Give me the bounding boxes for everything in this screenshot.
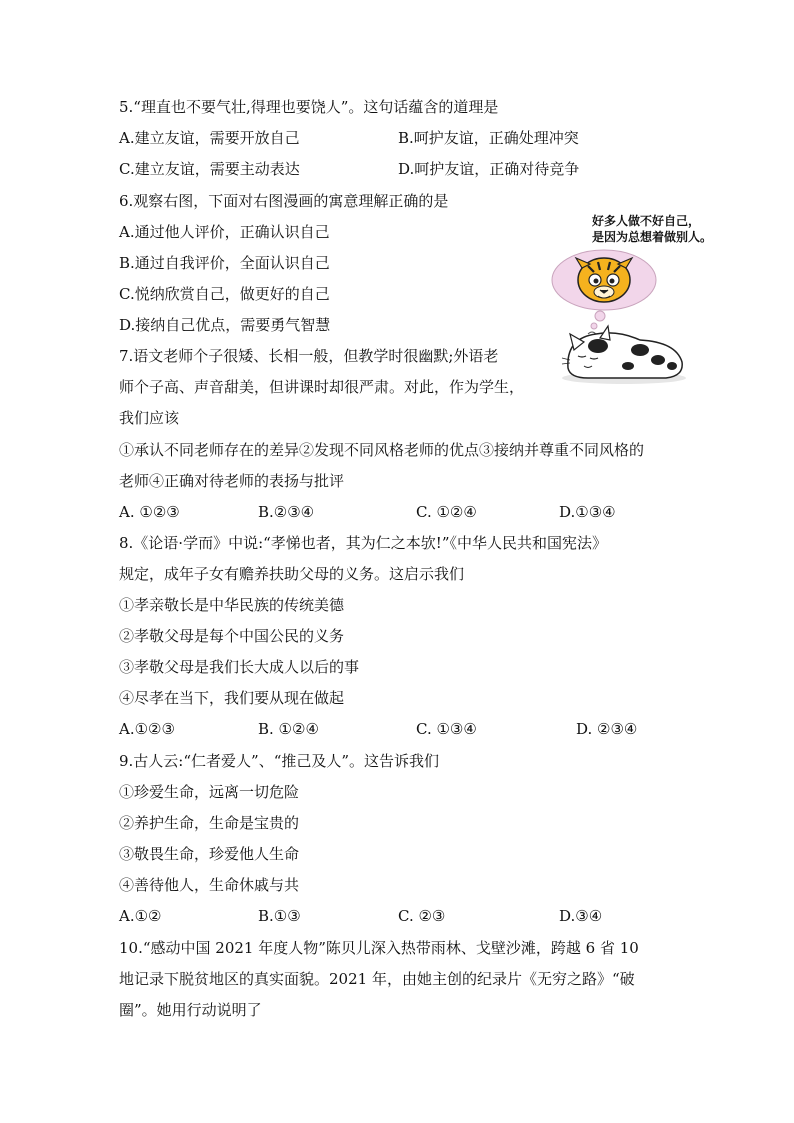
q8-option-b: B. ①②④ <box>258 720 319 738</box>
q9-item-1: ①珍爱生命，远离一切危险 <box>119 783 300 801</box>
q8-item-2: ②孝敬父母是每个中国公民的义务 <box>119 627 345 645</box>
q8-option-c: C. ①③④ <box>416 720 477 738</box>
q9-item-4: ④善待他人，生命休戚与共 <box>119 876 300 894</box>
q6-option-a: A.通过他人评价，正确认识自己 <box>119 223 330 241</box>
q9-option-d: D.③④ <box>559 907 603 925</box>
q10-stem-line-1: 10.“感动中国 2021 年度人物”陈贝儿深入热带雨林、戈壁沙滩，跨越 6 省 10 <box>119 939 639 957</box>
q6-option-d: D.接纳自己优点，需要勇气智慧 <box>119 316 331 334</box>
q9-option-c: C. ②③ <box>398 907 446 925</box>
cartoon-cat-dreaming-tiger-icon <box>548 210 698 388</box>
q7-items-line-1: ①承认不同老师存在的差异②发现不同风格老师的优点③接纳并尊重不同风格的 <box>119 441 645 459</box>
q7-option-d: D.①③④ <box>559 503 616 521</box>
q8-option-d: D. ②③④ <box>576 720 638 738</box>
q7-option-a: A. ①②③ <box>119 503 180 521</box>
q8-item-4: ④尽孝在当下，我们要从现在做起 <box>119 689 345 707</box>
q6-stem: 6.观察右图，下面对右图漫画的寓意理解正确的是 <box>119 192 449 210</box>
q8-stem-line-2: 规定，成年子女有赡养扶助父母的义务。这启示我们 <box>119 565 465 583</box>
q9-option-b: B.①③ <box>258 907 301 925</box>
sleeping-cat <box>562 326 686 384</box>
q5-option-a: A.建立友谊，需要开放自己 <box>119 129 300 147</box>
q7-stem-line-2: 师个子高、声音甜美，但讲课时却很严肃。对此，作为学生， <box>119 378 525 396</box>
q9-stem: 9.古人云:“仁者爱人”、“推己及人”。这告诉我们 <box>119 752 440 770</box>
q5-option-c: C.建立友谊，需要主动表达 <box>119 160 300 178</box>
tiger-head <box>576 258 632 302</box>
q9-item-3: ③敬畏生命，珍爱他人生命 <box>119 845 300 863</box>
q7-option-b: B.②③④ <box>258 503 315 521</box>
q6-option-b: B.通过自我评价，全面认识自己 <box>119 254 330 272</box>
q8-item-3: ③孝敬父母是我们长大成人以后的事 <box>119 658 360 676</box>
q9-item-2: ②养护生命，生命是宝贵的 <box>119 814 300 832</box>
q5-option-d: D.呵护友谊，正确对待竞争 <box>398 160 580 178</box>
q8-option-a: A.①②③ <box>119 720 175 738</box>
q5-option-b: B.呵护友谊，正确处理冲突 <box>398 129 579 147</box>
q6-option-c: C.悦纳欣赏自己，做更好的自己 <box>119 285 330 303</box>
q5-stem: 5.“理直也不要气壮,得理也要饶人”。这句话蕴含的道理是 <box>119 98 499 116</box>
q7-stem-line-3: 我们应该 <box>119 409 180 427</box>
q9-option-a: A.①② <box>119 907 162 925</box>
q10-stem-line-2: 地记录下脱贫地区的真实面貌。2021 年，由她主创的纪录片《无穷之路》“破 <box>119 970 635 988</box>
q7-option-c: C. ①②④ <box>416 503 477 521</box>
cartoon-caption-line-1: 好多人做不好自己， <box>592 214 701 228</box>
q8-stem-line-1: 8.《论语·学而》中说:“孝悌也者，其为仁之本欤!”《中华人民共和国宪法》 <box>119 534 608 552</box>
cartoon-caption-line-2: 是因为总想着做别人。 <box>592 230 713 244</box>
q7-stem-line-1: 7.语文老师个子很矮、长相一般，但教学时很幽默;外语老 <box>119 347 499 365</box>
q10-stem-line-3: 圈”。她用行动说明了 <box>119 1001 262 1019</box>
q7-items-line-2: 老师④正确对待老师的表扬与批评 <box>119 472 345 490</box>
q8-item-1: ①孝亲敬长是中华民族的传统美德 <box>119 596 345 614</box>
